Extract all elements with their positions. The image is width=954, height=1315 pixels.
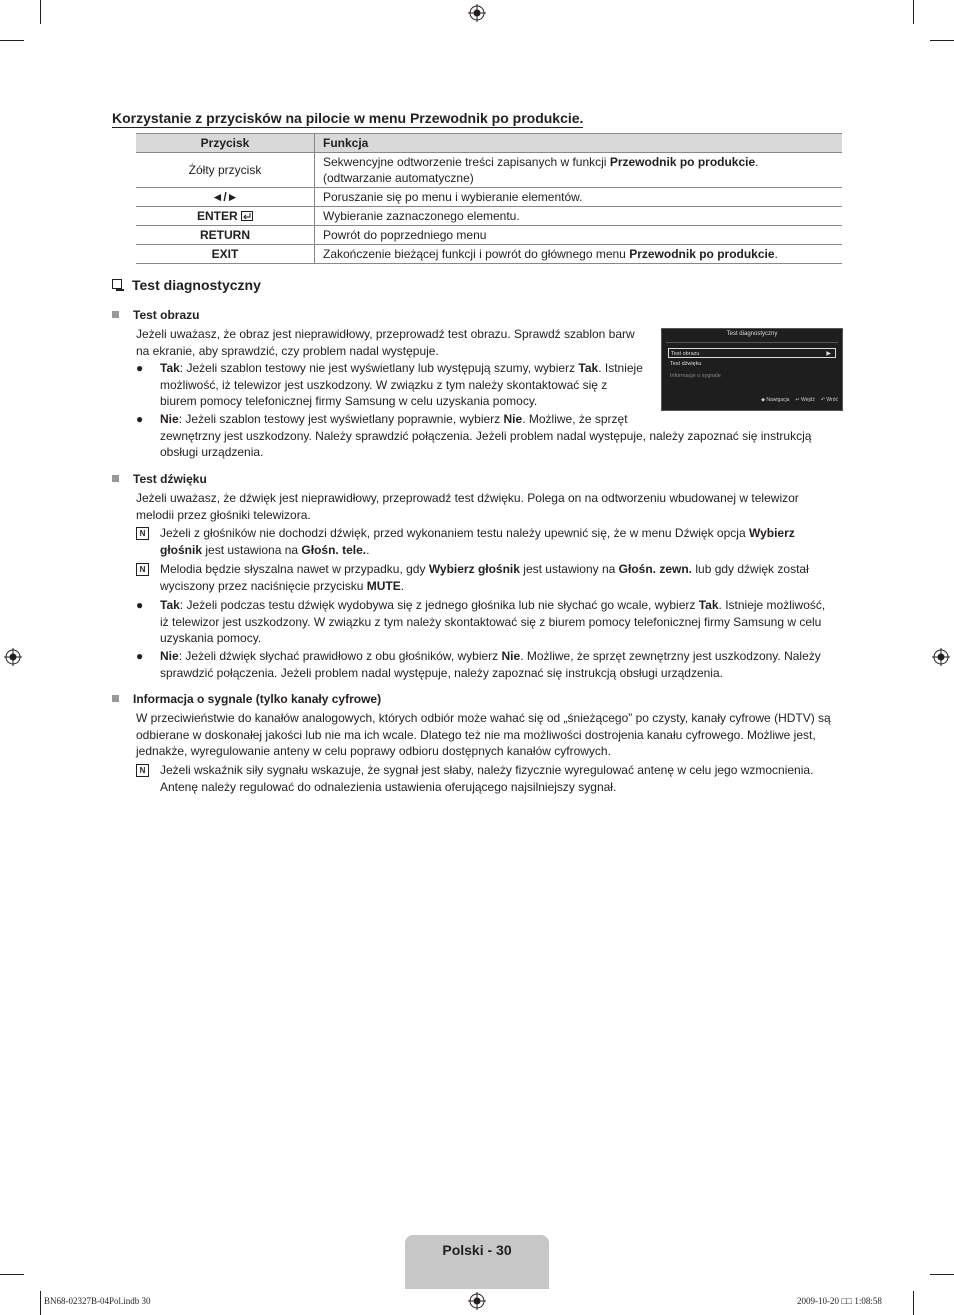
button-function: Wybieranie zaznaczonego elementu.	[315, 207, 843, 226]
page-number-tab	[405, 1235, 549, 1289]
list-item: ● Nie: Jeżeli dźwięk słychać prawidłowo z obu głośników, wybierz Nie. Możliwe, że sprzęt zewnętrzny jest uszkodzony. Należy sprawdzić połączenia. Jeżeli problem nadal występuje, należy zapoznać się instrukcją obsługi urządzenia.	[136, 649, 821, 680]
section-heading: Test diagnostyczny	[112, 277, 261, 293]
crop-mark	[930, 40, 954, 41]
button-name: ◄/►	[136, 188, 315, 207]
table-row	[136, 207, 842, 226]
list-item: ● Tak: Jeżeli podczas testu dźwięk wydobywa się z jednego głośnika lub nie słychać go wcale, wybierz Tak. Istnieje możliwość, iż telewizor jest uszkodzony. W związku z tym należy skontaktować się z biurem pomocy telefonicznej firmy Samsung w celu uzyskania pomocy.	[136, 598, 826, 645]
button-function: Sekwencyjne odtworzenie treści zapisanych w funkcji Przewodnik po produkcie. (odtwarzanie automatyczne)	[315, 153, 843, 188]
registration-mark-icon	[468, 1292, 486, 1310]
button-function: Zakończenie bieżącej funkcji i powrót do głównego menu Przewodnik po produkcie.	[315, 245, 843, 264]
remote-buttons-table	[136, 133, 842, 264]
note-icon: N	[136, 527, 149, 540]
table-row	[136, 153, 842, 188]
crop-mark	[40, 0, 41, 24]
button-name: EXIT	[136, 245, 315, 264]
table-row	[136, 245, 842, 264]
osd-item-informacje: Informacje o sygnale	[670, 373, 721, 379]
note-item: N Jeżeli wskaźnik siły sygnału wskazuje, że sygnał jest słaby, należy fizycznie wyregulować antenę w celu jego wzmocnienia. Antenę należy regulować do odnalezienia ustawienia oferującego najsilniejszy sygnał.	[136, 762, 846, 795]
arrow-right-icon: ▶	[826, 351, 831, 357]
subsection-title: Test dźwięku	[112, 472, 207, 486]
bullet-icon: ●	[136, 361, 144, 375]
table-row	[136, 226, 842, 245]
subsection-title: Test obrazu	[112, 308, 199, 322]
print-slug-left: BN68-02327B-04Pol.indb 30	[44, 1296, 151, 1306]
paragraph: Jeżeli uważasz, że obraz jest nieprawidłowy, przeprowadź test obrazu. Sprawdź szablon barw na ekranie, aby sprawdzić, czy problem nadal występuje.	[136, 327, 635, 358]
bullet-icon: ●	[136, 598, 144, 612]
note-icon: N	[136, 764, 149, 777]
page-number: Polski - 30	[442, 1242, 512, 1258]
osd-item-test-dzwieku: Test dźwięku	[670, 361, 702, 367]
list-item: ● Tak: Jeżeli szablon testowy nie jest wyświetlany lub występują szumy, wybierz Tak. Istnieje możliwość, iż telewizor jest uszkodzony. W związku z tym należy skontaktować się z biurem pomocy telefonicznej firmy Samsung w celu uzyskania pomocy.	[136, 361, 643, 408]
table-row	[136, 188, 842, 207]
registration-mark-icon	[932, 648, 950, 666]
bullet-icon: ●	[136, 412, 144, 426]
button-name: RETURN	[136, 226, 315, 245]
square-bullet-icon	[112, 475, 119, 482]
square-bullet-icon	[112, 311, 119, 318]
paragraph: Jeżeli uważasz, że dźwięk jest nieprawidłowy, przeprowadź test dźwięku. Polega on na odtworzeniu wbudowanej w telewizor melodii przez głośniki telewizora.	[136, 491, 799, 522]
page-heading: Korzystanie z przycisków na pilocie w menu Przewodnik po produkcie.	[112, 110, 584, 126]
checkbox-icon	[112, 279, 122, 289]
button-name: ENTER	[136, 207, 315, 226]
registration-mark-icon	[468, 4, 486, 22]
table-header-row	[136, 134, 842, 153]
note-item: N Jeżeli z głośników nie dochodzi dźwięk, przed wykonaniem testu należy upewnić się, że w menu Dźwięk opcja Wybierz głośnik jest ustawiona na Głośn. tele..	[136, 525, 846, 558]
button-name: Żółty przycisk	[136, 153, 315, 188]
crop-mark	[0, 40, 24, 41]
button-function: Powrót do poprzedniego menu	[315, 226, 843, 245]
column-header: Przycisk	[136, 134, 315, 153]
enter-icon	[241, 211, 253, 221]
osd-title: Test diagnostyczny	[726, 331, 778, 337]
list-item: ● Nie: Jeżeli szablon testowy jest wyświetlany poprawnie, wybierz Nie. Możliwe, że sprzęt zewnętrzny jest uszkodzony. Należy sprawdzić połączenia. Jeżeli problem nadal występuje, należy zapoznać się instrukcją obsługi urządzenia.	[136, 412, 812, 459]
tv-menu-screenshot	[661, 328, 843, 411]
osd-footer: ◆ Nawigacja ↵ Wejdź ↶ Wróć	[761, 397, 838, 403]
crop-mark	[913, 0, 914, 24]
crop-mark	[40, 1291, 41, 1315]
note-icon: N	[136, 563, 149, 576]
crop-mark	[930, 1274, 954, 1275]
osd-item-test-obrazu: Test obrazu ▶	[668, 348, 836, 358]
button-function: Poruszanie się po menu i wybieranie elementów.	[315, 188, 843, 207]
note-item: N Melodia będzie słyszalna nawet w przypadku, gdy Wybierz głośnik jest ustawiony na Głośn. zewn. lub gdy dźwięk został wyciszony przez naciśnięcie przycisku MUTE.	[136, 561, 846, 594]
paragraph: W przeciwieństwie do kanałów analogowych, których odbiór może wahać się od „śnieżącego” po czysty, kanały cyfrowe (HDTV) są odbierane w doskonałej jakości lub nie ma ich wcale. Dlatego też nie ma możliwości dostrojenia kanału cyfrowego. Możliwe jest, jednakże, wyregulowanie anteny w celu poprawy odbioru dostępnych kanałów cyfrowych.	[136, 711, 831, 758]
bullet-icon: ●	[136, 649, 144, 663]
registration-mark-icon	[4, 648, 22, 666]
divider	[666, 342, 838, 343]
subsection-title: Informacja o sygnale (tylko kanały cyfrowe)	[112, 692, 381, 706]
square-bullet-icon	[112, 695, 119, 702]
crop-mark	[0, 1274, 24, 1275]
column-header: Funkcja	[315, 134, 843, 153]
crop-mark	[913, 1291, 914, 1315]
print-slug-right: 2009-10-20 □□ 1:08:58	[797, 1296, 882, 1306]
